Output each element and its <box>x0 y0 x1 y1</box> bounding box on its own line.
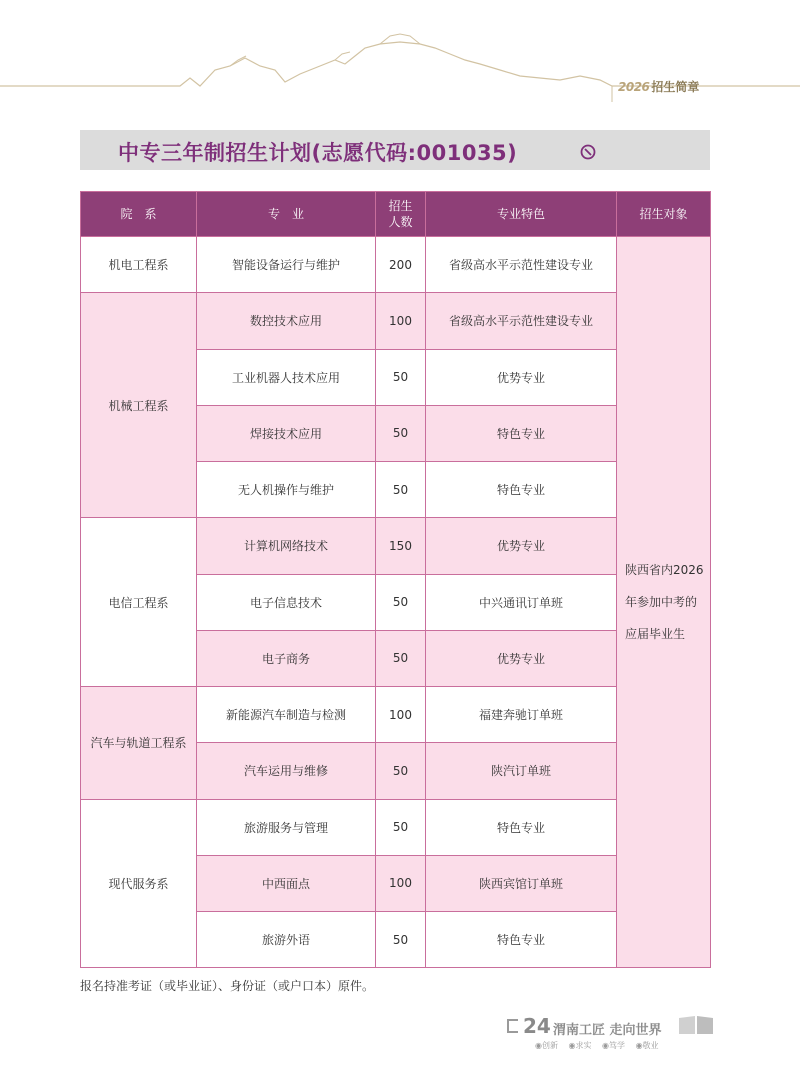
feature-cell: 优势专业 <box>426 518 617 574</box>
feature-cell: 优势专业 <box>426 349 617 405</box>
header-brochure-label: 招生简章 <box>651 80 700 94</box>
major-cell: 新能源汽车制造与检测 <box>197 687 376 743</box>
department-cell: 机械工程系 <box>81 293 197 518</box>
target-line1: 陕西省内2026 <box>625 563 704 578</box>
bracket-icon <box>505 1018 521 1034</box>
table-row <box>81 293 711 349</box>
target-line3: 应届毕业生 <box>625 627 686 642</box>
feature-cell: 特色专业 <box>426 462 617 518</box>
target-cell <box>617 237 711 968</box>
department-cell: 现代服务系 <box>81 799 197 968</box>
header-skyline-decoration <box>0 30 800 110</box>
major-cell: 计算机网络技术 <box>197 518 376 574</box>
footer-values: ◉创新 ◉求实 ◉笃学 ◉敬业 <box>535 1041 659 1050</box>
table-header-row <box>81 192 711 237</box>
feature-cell: 福建奔驰订单班 <box>426 687 617 743</box>
count-cell: 50 <box>376 349 426 405</box>
feature-cell: 特色专业 <box>426 799 617 855</box>
major-cell: 焊接技术应用 <box>197 405 376 461</box>
count-cell: 50 <box>376 574 426 630</box>
target-line2: 年参加中考的 <box>625 595 698 610</box>
department-cell: 机电工程系 <box>81 237 197 293</box>
feature-cell: 省级高水平示范性建设专业 <box>426 293 617 349</box>
page-number: 24 <box>523 1014 551 1038</box>
count-cell: 200 <box>376 237 426 293</box>
count-cell: 150 <box>376 518 426 574</box>
major-cell: 电子信息技术 <box>197 574 376 630</box>
feature-cell: 陕西宾馆订单班 <box>426 855 617 911</box>
count-cell: 50 <box>376 462 426 518</box>
count-cell: 100 <box>376 293 426 349</box>
major-cell: 旅游服务与管理 <box>197 799 376 855</box>
major-cell: 无人机操作与维护 <box>197 462 376 518</box>
open-book-icon <box>677 1014 715 1036</box>
header-enroll-line1: 招生 <box>388 199 413 213</box>
header-target: 招生对象 <box>617 192 711 237</box>
count-cell: 100 <box>376 687 426 743</box>
clock-icon <box>580 144 596 160</box>
feature-cell: 省级高水平示范性建设专业 <box>426 237 617 293</box>
header-dept: 院 系 <box>81 192 197 237</box>
count-cell: 100 <box>376 855 426 911</box>
count-cell: 50 <box>376 405 426 461</box>
feature-cell: 陕汽订单班 <box>426 743 617 799</box>
feature-cell: 优势专业 <box>426 630 617 686</box>
department-cell: 汽车与轨道工程系 <box>81 687 197 800</box>
footer-slogan: 渭南工匠 走向世界 <box>553 1023 662 1038</box>
major-cell: 中西面点 <box>197 855 376 911</box>
feature-cell: 特色专业 <box>426 912 617 968</box>
header-badge <box>618 78 699 95</box>
table-row <box>81 687 711 743</box>
major-cell: 旅游外语 <box>197 912 376 968</box>
department-cell: 电信工程系 <box>81 518 197 687</box>
count-cell: 50 <box>376 912 426 968</box>
table-row <box>81 237 711 293</box>
footnote: 报名持准考证（或毕业证）、身份证（或户口本）原件。 <box>80 979 375 993</box>
major-cell: 汽车运用与维修 <box>197 743 376 799</box>
page-footer <box>505 1012 720 1052</box>
header-enroll-line2: 人数 <box>388 215 413 229</box>
header-feature: 专业特色 <box>426 192 617 237</box>
count-cell: 50 <box>376 743 426 799</box>
header-enroll-count <box>376 192 426 237</box>
page-title: 中专三年制招生计划(志愿代码:001035) <box>118 141 518 165</box>
feature-cell: 特色专业 <box>426 405 617 461</box>
count-cell: 50 <box>376 630 426 686</box>
count-cell: 50 <box>376 799 426 855</box>
table-row <box>81 799 711 855</box>
major-cell: 工业机器人技术应用 <box>197 349 376 405</box>
header-year: 2026 <box>618 80 650 94</box>
major-cell: 数控技术应用 <box>197 293 376 349</box>
major-cell: 智能设备运行与维护 <box>197 237 376 293</box>
feature-cell: 中兴通讯订单班 <box>426 574 617 630</box>
enrollment-plan-table <box>80 191 711 968</box>
major-cell: 电子商务 <box>197 630 376 686</box>
header-major: 专 业 <box>197 192 376 237</box>
table-row <box>81 518 711 574</box>
